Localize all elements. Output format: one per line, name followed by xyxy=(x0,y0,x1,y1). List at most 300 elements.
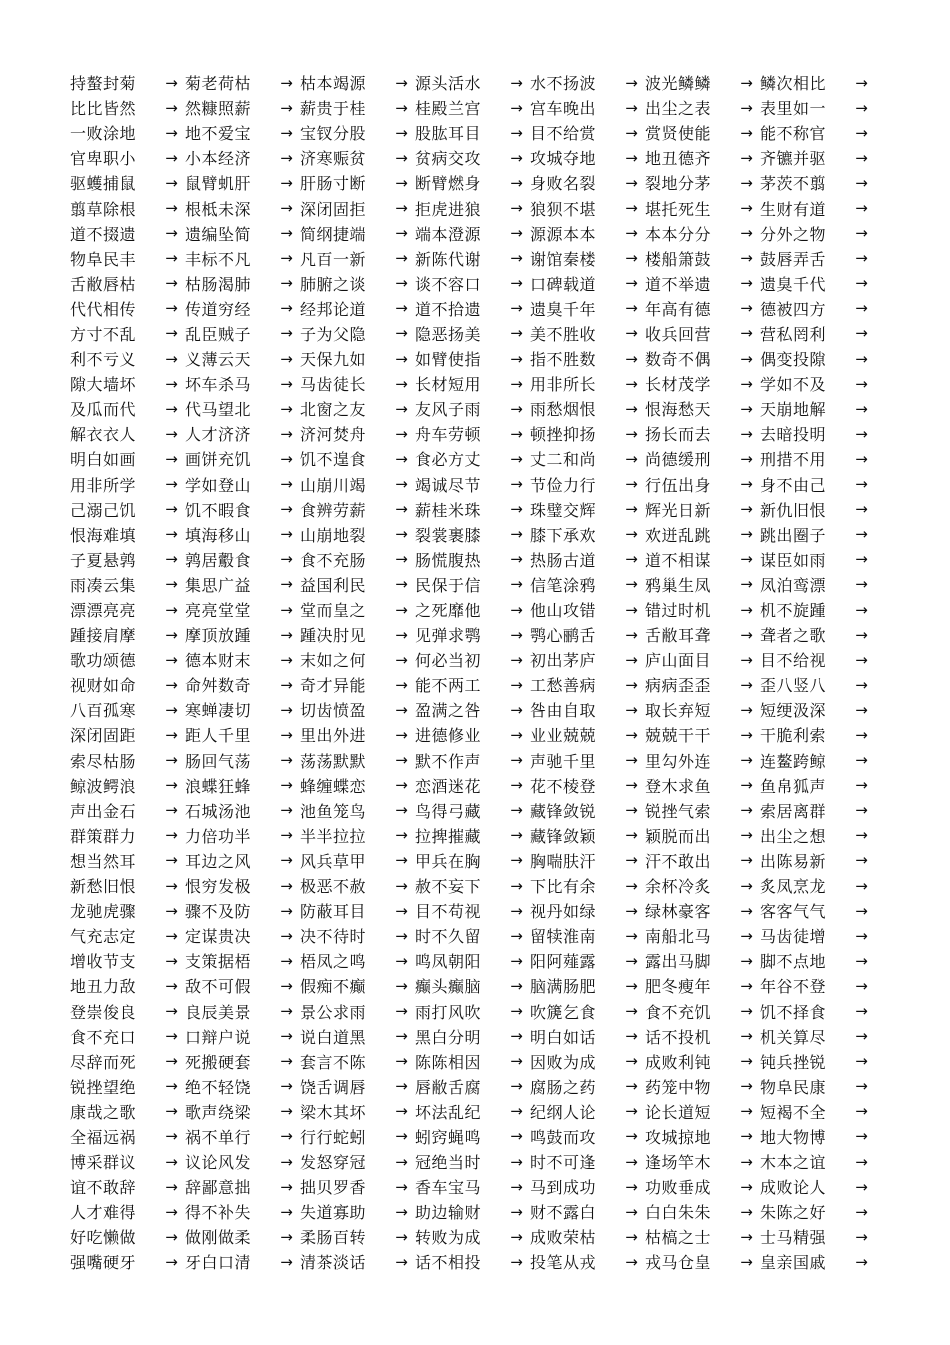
arrow-icon: → xyxy=(510,1177,523,1196)
idiom-text: 机不旋踵 xyxy=(760,601,827,621)
idiom-text: 舌敝耳聋 xyxy=(645,626,712,646)
arrow-icon: → xyxy=(740,475,753,494)
idiom-chain-row xyxy=(70,572,900,597)
idiom-text: 代马望北 xyxy=(185,400,252,420)
idiom-text: 肥冬瘦年 xyxy=(645,977,712,997)
arrow-icon: → xyxy=(740,249,753,268)
idiom-text: 人才济济 xyxy=(185,425,252,445)
idiom-text: 议论风发 xyxy=(185,1153,252,1173)
arrow-icon: → xyxy=(395,324,408,343)
idiom-cell xyxy=(645,573,760,596)
arrow-icon: → xyxy=(280,424,293,443)
arrow-icon: → xyxy=(625,500,638,519)
idiom-cell xyxy=(530,347,645,370)
idiom-cell xyxy=(760,197,875,220)
arrow-icon: → xyxy=(165,525,178,544)
arrow-icon: → xyxy=(625,675,638,694)
idiom-chain-row xyxy=(70,1249,900,1274)
idiom-text: 解衣衣人 xyxy=(70,425,137,445)
arrow-icon: → xyxy=(165,374,178,393)
idiom-text: 裂裳裹膝 xyxy=(415,525,482,545)
idiom-cell xyxy=(530,1075,645,1098)
arrow-icon: → xyxy=(165,449,178,468)
arrow-icon: → xyxy=(165,751,178,770)
arrow-icon: → xyxy=(855,851,868,870)
arrow-icon: → xyxy=(510,73,523,92)
idiom-text: 谈不容口 xyxy=(415,274,482,294)
arrow-icon: → xyxy=(625,826,638,845)
idiom-cell xyxy=(70,874,185,897)
idiom-cell xyxy=(415,297,530,320)
idiom-cell xyxy=(185,623,300,646)
arrow-icon: → xyxy=(395,349,408,368)
arrow-icon: → xyxy=(740,274,753,293)
idiom-cell xyxy=(760,297,875,320)
idiom-cell xyxy=(415,1100,530,1123)
arrow-icon: → xyxy=(165,1177,178,1196)
idiom-chain-row xyxy=(70,622,900,647)
idiom-text: 逢场竿木 xyxy=(645,1153,712,1173)
arrow-icon: → xyxy=(280,826,293,845)
arrow-icon: → xyxy=(855,901,868,920)
arrow-icon: → xyxy=(165,1002,178,1021)
idiom-cell xyxy=(760,1025,875,1048)
arrow-icon: → xyxy=(855,976,868,995)
idiom-text: 丰标不凡 xyxy=(185,249,252,269)
arrow-icon: → xyxy=(740,1102,753,1121)
idiom-cell xyxy=(70,548,185,571)
arrow-icon: → xyxy=(740,1152,753,1171)
arrow-icon: → xyxy=(510,851,523,870)
arrow-icon: → xyxy=(280,976,293,995)
idiom-cell xyxy=(415,949,530,972)
arrow-icon: → xyxy=(740,173,753,192)
idiom-cell xyxy=(530,422,645,445)
idiom-cell xyxy=(300,372,415,395)
idiom-text: 博采群议 xyxy=(70,1153,137,1173)
idiom-cell xyxy=(645,523,760,546)
idiom-cell xyxy=(415,874,530,897)
idiom-cell xyxy=(300,272,415,295)
idiom-text: 炙凤烹龙 xyxy=(760,877,827,897)
arrow-icon: → xyxy=(740,575,753,594)
arrow-icon: → xyxy=(165,851,178,870)
idiom-text: 饥不择食 xyxy=(760,1002,827,1022)
idiom-text: 摩顶放踵 xyxy=(185,626,252,646)
arrow-icon: → xyxy=(740,199,753,218)
idiom-text: 深闭固距 xyxy=(70,726,137,746)
arrow-icon: → xyxy=(510,650,523,669)
arrow-icon: → xyxy=(855,1102,868,1121)
idiom-cell xyxy=(300,698,415,721)
arrow-icon: → xyxy=(280,199,293,218)
arrow-icon: → xyxy=(855,424,868,443)
arrow-icon: → xyxy=(165,1252,178,1271)
idiom-chain-row xyxy=(70,1174,900,1199)
idiom-cell xyxy=(300,322,415,345)
arrow-icon: → xyxy=(165,1052,178,1071)
arrow-icon: → xyxy=(510,926,523,945)
arrow-icon: → xyxy=(165,801,178,820)
idiom-text: 地不爱宝 xyxy=(185,124,252,144)
idiom-text: 兢兢干干 xyxy=(645,726,712,746)
idiom-cell xyxy=(530,1200,645,1223)
idiom-cell xyxy=(760,673,875,696)
idiom-chain-row xyxy=(70,145,900,170)
idiom-cell xyxy=(645,824,760,847)
arrow-icon: → xyxy=(280,1127,293,1146)
idiom-text: 地大物博 xyxy=(760,1127,827,1147)
idiom-text: 纪纲人论 xyxy=(530,1102,597,1122)
idiom-text: 目不给视 xyxy=(760,651,827,671)
idiom-text: 明白如画 xyxy=(70,450,137,470)
idiom-cell xyxy=(760,924,875,947)
idiom-text: 半半拉拉 xyxy=(300,826,367,846)
idiom-text: 见弹求鹗 xyxy=(415,626,482,646)
arrow-icon: → xyxy=(395,851,408,870)
idiom-cell xyxy=(415,171,530,194)
idiom-text: 雨凑云集 xyxy=(70,575,137,595)
arrow-icon: → xyxy=(855,1252,868,1271)
idiom-text: 耳边之风 xyxy=(185,851,252,871)
idiom-cell xyxy=(530,749,645,772)
idiom-cell xyxy=(185,422,300,445)
arrow-icon: → xyxy=(165,1102,178,1121)
idiom-cell xyxy=(530,598,645,621)
arrow-icon: → xyxy=(740,1077,753,1096)
idiom-text: 南船北马 xyxy=(645,927,712,947)
idiom-cell xyxy=(70,222,185,245)
idiom-cell xyxy=(530,949,645,972)
idiom-cell xyxy=(415,1250,530,1273)
arrow-icon: → xyxy=(165,550,178,569)
idiom-chain-row xyxy=(70,95,900,120)
idiom-text: 登崇俊良 xyxy=(70,1002,137,1022)
idiom-cell xyxy=(300,297,415,320)
idiom-cell xyxy=(415,824,530,847)
idiom-text: 长材短用 xyxy=(415,375,482,395)
idiom-cell xyxy=(70,723,185,746)
idiom-cell xyxy=(530,1000,645,1023)
idiom-cell xyxy=(70,322,185,345)
arrow-icon: → xyxy=(510,951,523,970)
arrow-icon: → xyxy=(740,1002,753,1021)
idiom-cell xyxy=(185,347,300,370)
idiom-cell xyxy=(70,1125,185,1148)
arrow-icon: → xyxy=(625,876,638,895)
arrow-icon: → xyxy=(855,374,868,393)
idiom-text: 进德修业 xyxy=(415,726,482,746)
idiom-text: 楼船箫鼓 xyxy=(645,249,712,269)
arrow-icon: → xyxy=(280,1152,293,1171)
idiom-chain-row xyxy=(70,898,900,923)
idiom-text: 雨打风吹 xyxy=(415,1002,482,1022)
idiom-text: 谋臣如雨 xyxy=(760,550,827,570)
arrow-icon: → xyxy=(165,1202,178,1221)
idiom-cell xyxy=(70,949,185,972)
arrow-icon: → xyxy=(855,1077,868,1096)
idiom-text: 谢馆秦楼 xyxy=(530,249,597,269)
arrow-icon: → xyxy=(625,700,638,719)
arrow-icon: → xyxy=(740,299,753,318)
idiom-text: 定谋贵决 xyxy=(185,927,252,947)
idiom-cell xyxy=(185,949,300,972)
arrow-icon: → xyxy=(625,1052,638,1071)
idiom-text: 济河焚舟 xyxy=(300,425,367,445)
arrow-icon: → xyxy=(855,299,868,318)
arrow-icon: → xyxy=(395,1202,408,1221)
arrow-icon: → xyxy=(395,1177,408,1196)
idiom-text: 黑白分明 xyxy=(415,1027,482,1047)
arrow-icon: → xyxy=(280,901,293,920)
idiom-text: 癫头癫脑 xyxy=(415,977,482,997)
idiom-text: 拒虎进狼 xyxy=(415,199,482,219)
idiom-text: 跳出圈子 xyxy=(760,525,827,545)
arrow-icon: → xyxy=(740,374,753,393)
arrow-icon: → xyxy=(855,600,868,619)
idiom-cell xyxy=(760,71,875,94)
arrow-icon: → xyxy=(395,424,408,443)
idiom-cell xyxy=(530,849,645,872)
arrow-icon: → xyxy=(510,274,523,293)
idiom-text: 防蔽耳目 xyxy=(300,902,367,922)
idiom-text: 身不由己 xyxy=(760,475,827,495)
arrow-icon: → xyxy=(165,1127,178,1146)
arrow-icon: → xyxy=(510,1202,523,1221)
idiom-text: 浪蝶狂蜂 xyxy=(185,776,252,796)
idiom-cell xyxy=(530,397,645,420)
arrow-icon: → xyxy=(855,399,868,418)
arrow-icon: → xyxy=(740,324,753,343)
idiom-cell xyxy=(530,874,645,897)
idiom-text: 贫病交攻 xyxy=(415,149,482,169)
idiom-text: 利不亏义 xyxy=(70,350,137,370)
idiom-text: 甲兵在胸 xyxy=(415,851,482,871)
idiom-text: 取长弃短 xyxy=(645,701,712,721)
idiom-text: 新陈代谢 xyxy=(415,249,482,269)
arrow-icon: → xyxy=(510,1227,523,1246)
idiom-text: 颖脱而出 xyxy=(645,826,712,846)
arrow-icon: → xyxy=(395,650,408,669)
idiom-cell xyxy=(415,197,530,220)
idiom-cell xyxy=(415,71,530,94)
idiom-cell xyxy=(70,598,185,621)
idiom-cell xyxy=(760,222,875,245)
idiom-cell xyxy=(185,548,300,571)
arrow-icon: → xyxy=(165,926,178,945)
idiom-text: 山崩地裂 xyxy=(300,525,367,545)
idiom-text: 口辩户说 xyxy=(185,1027,252,1047)
idiom-text: 辞鄙意拙 xyxy=(185,1178,252,1198)
idiom-text: 子为父隐 xyxy=(300,324,367,344)
idiom-text: 宫车晚出 xyxy=(530,99,597,119)
idiom-text: 香车宝马 xyxy=(415,1178,482,1198)
idiom-chain-row xyxy=(70,1199,900,1224)
idiom-cell xyxy=(415,1000,530,1023)
idiom-text: 义薄云天 xyxy=(185,350,252,370)
arrow-icon: → xyxy=(855,274,868,293)
idiom-text: 口碑载道 xyxy=(530,274,597,294)
idiom-cell xyxy=(530,197,645,220)
idiom-cell xyxy=(300,874,415,897)
idiom-cell xyxy=(645,397,760,420)
arrow-icon: → xyxy=(740,98,753,117)
idiom-text: 陈陈相因 xyxy=(415,1052,482,1072)
idiom-cell xyxy=(530,1150,645,1173)
idiom-cell xyxy=(760,422,875,445)
idiom-cell xyxy=(645,322,760,345)
idiom-text: 声驰千里 xyxy=(530,751,597,771)
arrow-icon: → xyxy=(510,976,523,995)
idiom-cell xyxy=(645,422,760,445)
idiom-chain-row xyxy=(70,221,900,246)
arrow-icon: → xyxy=(855,801,868,820)
idiom-text: 食必方丈 xyxy=(415,450,482,470)
idiom-text: 道不掇遗 xyxy=(70,224,137,244)
idiom-chain-row xyxy=(70,1074,900,1099)
idiom-cell xyxy=(300,121,415,144)
idiom-chain-row xyxy=(70,446,900,471)
idiom-text: 饥不暇食 xyxy=(185,500,252,520)
idiom-text: 翦草除根 xyxy=(70,199,137,219)
idiom-text: 锐挫望绝 xyxy=(70,1077,137,1097)
idiom-text: 力倍功半 xyxy=(185,826,252,846)
idiom-cell xyxy=(70,1000,185,1023)
idiom-cell xyxy=(70,397,185,420)
idiom-chain-grid xyxy=(70,70,900,1275)
idiom-text: 食不充口 xyxy=(70,1027,137,1047)
idiom-cell xyxy=(415,1050,530,1073)
arrow-icon: → xyxy=(510,349,523,368)
idiom-text: 连鳌跨鲸 xyxy=(760,751,827,771)
idiom-cell xyxy=(70,523,185,546)
idiom-cell xyxy=(300,447,415,470)
idiom-cell xyxy=(760,1125,875,1148)
idiom-cell xyxy=(70,1200,185,1223)
arrow-icon: → xyxy=(855,1127,868,1146)
idiom-cell xyxy=(530,1250,645,1273)
arrow-icon: → xyxy=(510,299,523,318)
idiom-cell xyxy=(415,774,530,797)
idiom-cell xyxy=(185,1150,300,1173)
arrow-icon: → xyxy=(280,801,293,820)
idiom-cell xyxy=(530,623,645,646)
idiom-cell xyxy=(185,774,300,797)
idiom-text: 攻城掠地 xyxy=(645,1127,712,1147)
arrow-icon: → xyxy=(855,826,868,845)
idiom-cell xyxy=(70,297,185,320)
arrow-icon: → xyxy=(855,625,868,644)
idiom-text: 指不胜数 xyxy=(530,350,597,370)
idiom-cell xyxy=(530,1050,645,1073)
arrow-icon: → xyxy=(395,299,408,318)
idiom-cell xyxy=(645,1050,760,1073)
arrow-icon: → xyxy=(855,324,868,343)
arrow-icon: → xyxy=(395,675,408,694)
idiom-cell xyxy=(760,272,875,295)
arrow-icon: → xyxy=(625,449,638,468)
idiom-text: 时不可逢 xyxy=(530,1153,597,1173)
idiom-cell xyxy=(530,799,645,822)
idiom-text: 身败名裂 xyxy=(530,174,597,194)
idiom-cell xyxy=(530,71,645,94)
arrow-icon: → xyxy=(855,1052,868,1071)
idiom-cell xyxy=(300,774,415,797)
arrow-icon: → xyxy=(510,374,523,393)
arrow-icon: → xyxy=(740,675,753,694)
arrow-icon: → xyxy=(855,173,868,192)
idiom-cell xyxy=(415,749,530,772)
idiom-chain-row xyxy=(70,1124,900,1149)
arrow-icon: → xyxy=(280,625,293,644)
idiom-cell xyxy=(645,121,760,144)
idiom-cell xyxy=(300,1025,415,1048)
idiom-text: 鸣凤朝阳 xyxy=(415,952,482,972)
idiom-text: 年谷不登 xyxy=(760,977,827,997)
idiom-text: 行行蛇蚓 xyxy=(300,1127,367,1147)
idiom-text: 断臂燃身 xyxy=(415,174,482,194)
idiom-cell xyxy=(645,197,760,220)
idiom-chain-row xyxy=(70,597,900,622)
arrow-icon: → xyxy=(280,1102,293,1121)
idiom-text: 堪托死生 xyxy=(645,199,712,219)
idiom-cell xyxy=(185,849,300,872)
idiom-chain-row xyxy=(70,547,900,572)
arrow-icon: → xyxy=(280,1077,293,1096)
idiom-text: 辉光日新 xyxy=(645,500,712,520)
idiom-cell xyxy=(645,1175,760,1198)
idiom-cell xyxy=(645,673,760,696)
idiom-cell xyxy=(415,121,530,144)
arrow-icon: → xyxy=(280,299,293,318)
idiom-text: 枯肠渴肺 xyxy=(185,274,252,294)
idiom-cell xyxy=(185,899,300,922)
idiom-cell xyxy=(645,96,760,119)
idiom-cell xyxy=(760,974,875,997)
idiom-cell xyxy=(300,197,415,220)
arrow-icon: → xyxy=(510,525,523,544)
arrow-icon: → xyxy=(280,73,293,92)
idiom-text: 道不举遗 xyxy=(645,274,712,294)
arrow-icon: → xyxy=(625,1177,638,1196)
idiom-cell xyxy=(415,1150,530,1173)
arrow-icon: → xyxy=(165,951,178,970)
idiom-text: 索居离群 xyxy=(760,801,827,821)
arrow-icon: → xyxy=(740,349,753,368)
idiom-cell xyxy=(415,146,530,169)
idiom-cell xyxy=(300,623,415,646)
arrow-icon: → xyxy=(855,123,868,142)
arrow-icon: → xyxy=(740,776,753,795)
idiom-cell xyxy=(70,498,185,521)
arrow-icon: → xyxy=(165,299,178,318)
arrow-icon: → xyxy=(165,876,178,895)
idiom-chain-row xyxy=(70,1024,900,1049)
arrow-icon: → xyxy=(280,550,293,569)
idiom-cell xyxy=(530,1175,645,1198)
idiom-text: 驱蠖捕鼠 xyxy=(70,174,137,194)
arrow-icon: → xyxy=(510,1152,523,1171)
idiom-cell xyxy=(300,824,415,847)
idiom-cell xyxy=(415,1075,530,1098)
arrow-icon: → xyxy=(625,299,638,318)
idiom-text: 恨穷发极 xyxy=(185,877,252,897)
idiom-text: 白白朱朱 xyxy=(645,1203,712,1223)
arrow-icon: → xyxy=(625,926,638,945)
idiom-cell xyxy=(530,222,645,245)
arrow-icon: → xyxy=(280,700,293,719)
arrow-icon: → xyxy=(165,73,178,92)
